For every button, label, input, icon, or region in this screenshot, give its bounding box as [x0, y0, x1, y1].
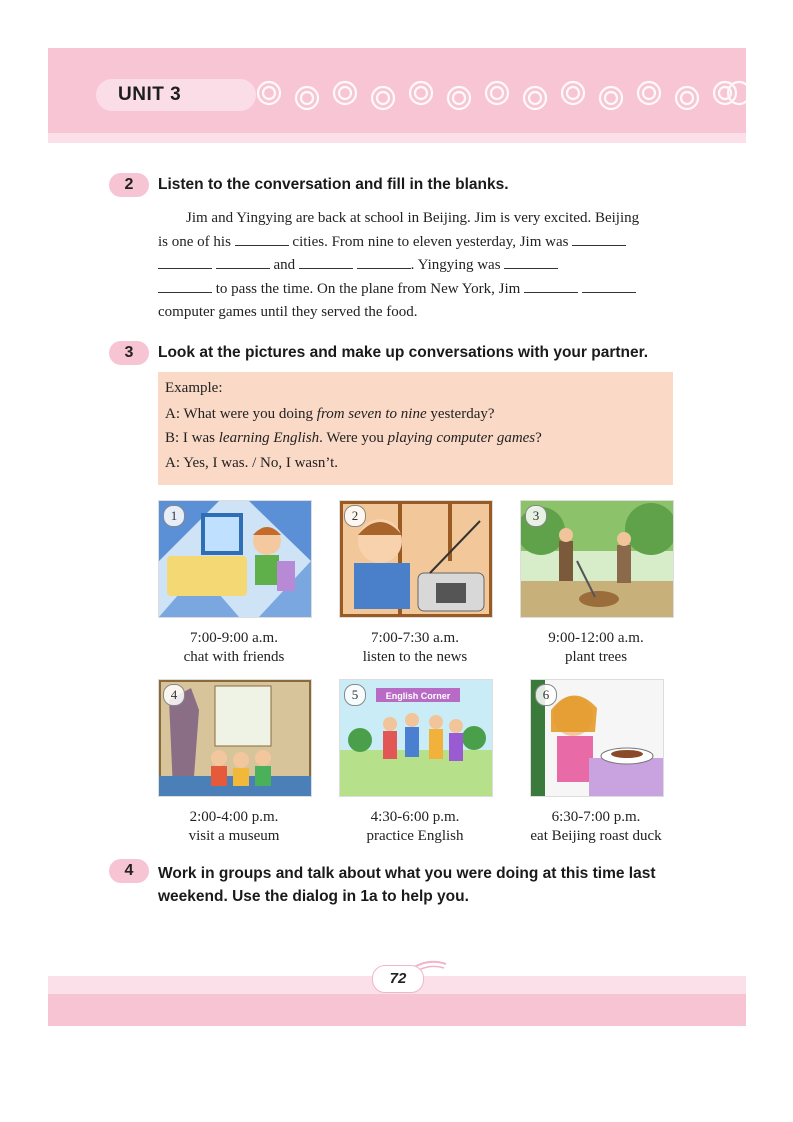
passage-line-2: is one of his cities. From nine to eleven yesterday, Jim was	[158, 231, 673, 255]
page-number: 72	[372, 965, 424, 993]
example-label: Example:	[165, 380, 223, 396]
unit-title: UNIT 3	[118, 84, 182, 105]
picture-eat-roast-duck	[530, 679, 664, 797]
example-line-b: B: I was learning English. Were you playing computer games?	[165, 430, 542, 446]
picture-number: 5	[344, 684, 366, 706]
picture-practice-english	[339, 679, 493, 797]
picture-visit-museum	[158, 679, 312, 797]
caption-4: 2:00-4:00 p.m. visit a museum	[188, 809, 280, 844]
passage-line-4: to pass the time. On the plane from New York, Jim	[158, 278, 673, 302]
blank-field[interactable]	[357, 255, 411, 269]
caption-1: 7:00-9:00 a.m. chat with friends	[183, 630, 285, 665]
section-2-passage	[158, 207, 673, 325]
caption-3: 9:00-12:00 a.m. plant trees	[548, 630, 644, 665]
example-line-a2: A: Yes, I was. / No, I wasn’t.	[165, 455, 339, 471]
picture-number: 4	[163, 684, 185, 706]
passage-line-3: and . Yingying was	[158, 254, 673, 278]
english-corner-sign: English Corner	[385, 691, 451, 701]
blank-field[interactable]	[158, 255, 212, 269]
passage-line-5: computer games until they served the food.	[158, 304, 418, 320]
section-3-heading: Look at the pictures and make up conversations with your partner.	[158, 344, 649, 361]
section-4-heading: Work in groups and talk about what you were doing at this time last weekend. Use the dialog in 1a to help you.	[158, 865, 656, 905]
blank-field[interactable]	[504, 255, 558, 269]
section-3-number: 3	[109, 341, 149, 365]
section-4-number: 4	[109, 859, 149, 883]
blank-field[interactable]	[216, 255, 270, 269]
example-line-a1: A: What were you doing from seven to nine yesterday?	[165, 406, 495, 422]
blank-field[interactable]	[158, 279, 212, 293]
header-strip	[48, 133, 746, 143]
blank-field[interactable]	[572, 232, 626, 246]
caption-5: 4:30-6:00 p.m. practice English	[366, 809, 464, 844]
picture-number: 1	[163, 505, 185, 527]
picture-plant-trees	[520, 500, 674, 618]
picture-listen-to-news	[339, 500, 493, 618]
blank-field[interactable]	[582, 279, 636, 293]
picture-number: 6	[535, 684, 557, 706]
picture-number: 2	[344, 505, 366, 527]
blank-field[interactable]	[235, 232, 289, 246]
picture-chat-with-friends	[158, 500, 312, 618]
caption-2: 7:00-7:30 a.m. listen to the news	[362, 630, 468, 665]
caption-6: 6:30-7:00 p.m. eat Beijing roast duck	[530, 809, 662, 844]
passage-line-1: Jim and Yingying are back at school in Beijing. Jim is very excited. Beijing	[186, 210, 640, 226]
picture-number: 3	[525, 505, 547, 527]
section-2-number: 2	[109, 173, 149, 197]
blank-field[interactable]	[524, 279, 578, 293]
blank-field[interactable]	[299, 255, 353, 269]
decorative-circles	[255, 78, 746, 112]
section-2-heading: Listen to the conversation and fill in the blanks.	[158, 176, 509, 193]
footer-band	[48, 994, 746, 1026]
